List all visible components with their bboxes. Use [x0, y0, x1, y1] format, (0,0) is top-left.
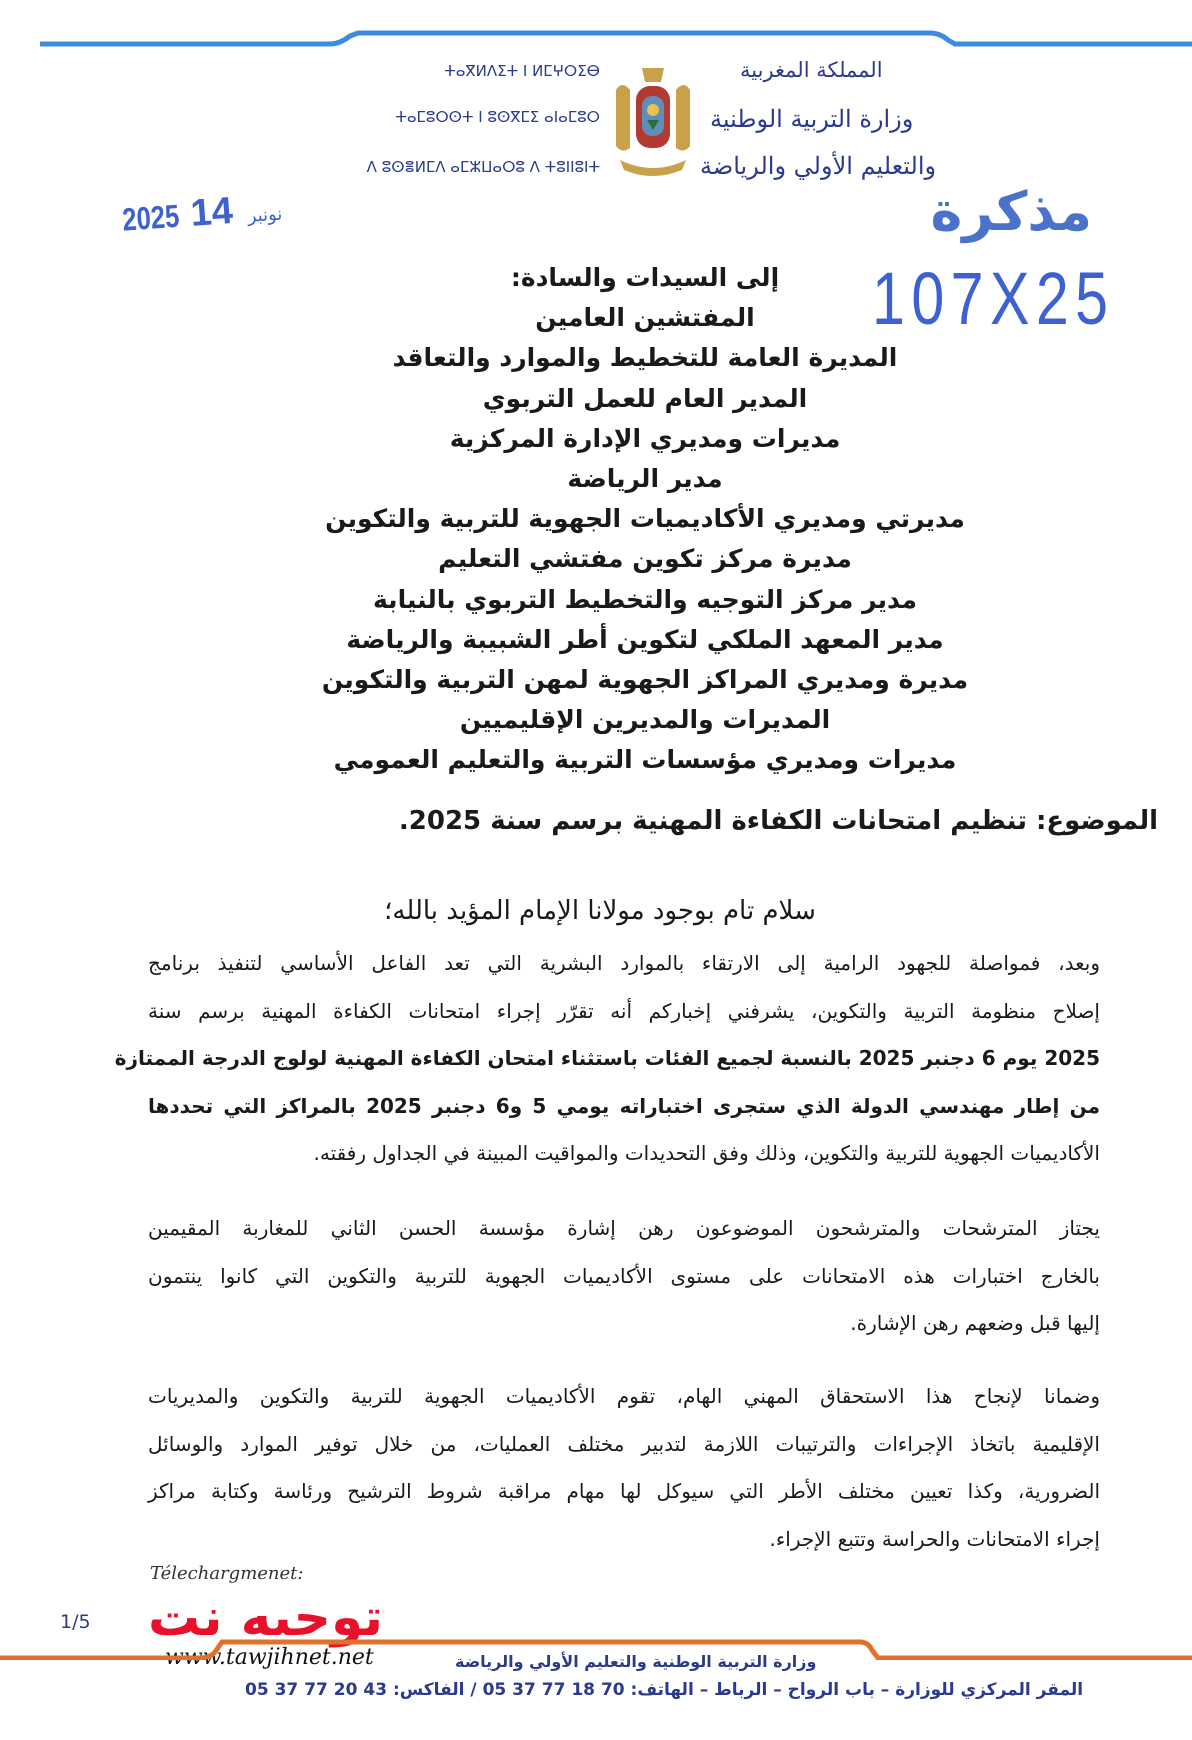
- footer-address: المقر المركزي للوزارة – باب الرواح – الرباط – الهاتف: 70 18 77 37 05 / الفاكس: 43 20 77 37 05: [245, 1680, 1084, 1700]
- paragraph-line: إليها قبل وضعهم رهن الإشارة.: [850, 1311, 1100, 1335]
- date-year: 2025: [121, 197, 181, 238]
- addressee-line: مديرات ومديري مؤسسات التربية والتعليم العمومي: [333, 745, 957, 775]
- addressee-line: المديرات والمديرين الإقليميين: [459, 705, 831, 735]
- date-day: 14: [189, 190, 235, 235]
- header-tifinagh-line-2: ⵜⴰⵎⵓⵔⵙⵜ ⵏ ⵓⵙⴳⵎⵉ ⴰⵏⴰⵎⵓⵔ: [395, 108, 600, 126]
- addressee-line: المديرة العامة للتخطيط والموارد والتعاقد: [392, 343, 898, 373]
- header-tifinagh-line-1: ⵜⴰⴳⵍⴷⵉⵜ ⵏ ⵍⵎⵖⵔⵉⴱ: [444, 62, 600, 80]
- page-number: 1/5: [60, 1611, 91, 1633]
- subject-line: الموضوع: تنظيم امتحانات الكفاءة المهنية برسم سنة 2025.: [398, 806, 1158, 836]
- addressee-line: مدير الرياضة: [567, 464, 723, 494]
- addressee-line: المفتشين العامين: [535, 303, 755, 333]
- header-kingdom: المملكة المغربية: [740, 58, 883, 82]
- greeting: سلام تام بوجود مولانا الإمام المؤيد بالله؛: [384, 896, 816, 926]
- addressee-line: مديرة مركز تكوين مفتشي التعليم: [438, 544, 852, 574]
- paragraph-line: إصلاح منظومة التربية والتكوين، يشرفني إخباركم أنه تقرّر إجراء امتحانات الكفاءة المهنية برسم سنة: [148, 998, 1100, 1023]
- addressee-line: مدير المعهد الملكي لتكوين أطر الشبيبة والرياضة: [346, 624, 944, 654]
- paragraph-1: [114, 940, 1101, 1178]
- footer-ministry: وزارة التربية الوطنية والتعليم الأولي والرياضة: [455, 1652, 817, 1671]
- addressee-line: المدير العام للعمل التربوي: [482, 383, 808, 413]
- addressees-block: [300, 258, 990, 781]
- paragraph-3: [148, 1373, 1100, 1563]
- addressee-line: مدير مركز التوجيه والتخطيط التربوي بالنيابة: [373, 584, 917, 614]
- addressee-line: مديرة ومديري المراكز الجهوية لمهن التربية والتكوين: [321, 665, 969, 695]
- watermark-logo: توجيه نت: [148, 1588, 384, 1648]
- watermark-label: Télechargmenet:: [150, 1563, 304, 1584]
- date-stamp: [114, 186, 294, 241]
- paragraph-line: بالخارج اختبارات هذه الامتحانات على مستوى الأكاديميات الجهوية للتربية والتكوين التي كانوا ينتمون: [148, 1263, 1100, 1288]
- header-ministry-line-2: والتعليم الأولي والرياضة: [700, 152, 937, 180]
- paragraph-line: الضرورية، وكذا تعيين مختلف الأطر التي سيوكل لها مهام مراقبة شروط الترشيح ورئاسة وكتابة مراكز: [148, 1479, 1100, 1503]
- paragraph-line: إجراء الامتحانات والحراسة وتتبع الإجراء.: [769, 1526, 1100, 1551]
- paragraph-2: [148, 1205, 1100, 1348]
- paragraph-line: الإقليمية باتخاذ الإجراءات والترتيبات اللازمة لتدبير مختلف العمليات، من خلال توفير الموارد والوسائل: [148, 1431, 1100, 1456]
- paragraph-line: 2025 يوم 6 دجنبر 2025 بالنسبة لجميع الفئات باستثناء امتحان الكفاءة المهنية لولوج الدرجة الممتازة: [114, 1046, 1100, 1070]
- watermark-url: www.tawjihnet.net: [165, 1645, 374, 1670]
- addressees-heading: إلى السيدات والسادة:: [510, 263, 780, 292]
- coat-of-arms-emblem: [612, 60, 694, 182]
- addressee-line: مديرات ومديري الإدارة المركزية: [449, 423, 841, 453]
- paragraph-line: من إطار مهندسي الدولة الذي ستجرى اختباراته يومي 5 و6 دجنبر 2025 بالمراكز التي تحددها: [148, 1093, 1101, 1118]
- header-tifinagh-line-3: ⴷ ⵓⵙⴻⵍⵎⴷ ⴰⵎⵣⵡⴰⵔⵓ ⴷ ⵜⵓⵏⵏⵓⵏⵜ: [366, 158, 600, 176]
- paragraph-line: الأكاديميات الجهوية للتربية والتكوين، وذلك وفق التحديدات والمواقيت المبينة في الجداول رفقته.: [313, 1141, 1100, 1165]
- memo-title: مذكرة: [930, 180, 1092, 243]
- addressee-line: مديرتي ومديري الأكاديميات الجهوية للتربية والتكوين: [325, 504, 965, 534]
- header-ministry-line-1: وزارة التربية الوطنية: [710, 105, 914, 133]
- paragraph-line: وضمانا لإنجاح هذا الاستحقاق المهني الهام، تقوم الأكاديميات الجهوية للتربية والتكوين والمديريات: [148, 1384, 1100, 1408]
- date-month: نونبر: [246, 203, 283, 226]
- memo-number: 107X25: [872, 257, 1115, 340]
- paragraph-line: يجتاز المترشحات والمترشحون الموضوعون رهن إشارة مؤسسة الحسن الثاني للمغاربة المقيمين: [148, 1216, 1100, 1240]
- paragraph-line: وبعد، فمواصلة للجهود الرامية إلى الارتقاء بالموارد البشرية التي تعد الفاعل الأساسي لتنفيذ برنامج: [148, 951, 1100, 975]
